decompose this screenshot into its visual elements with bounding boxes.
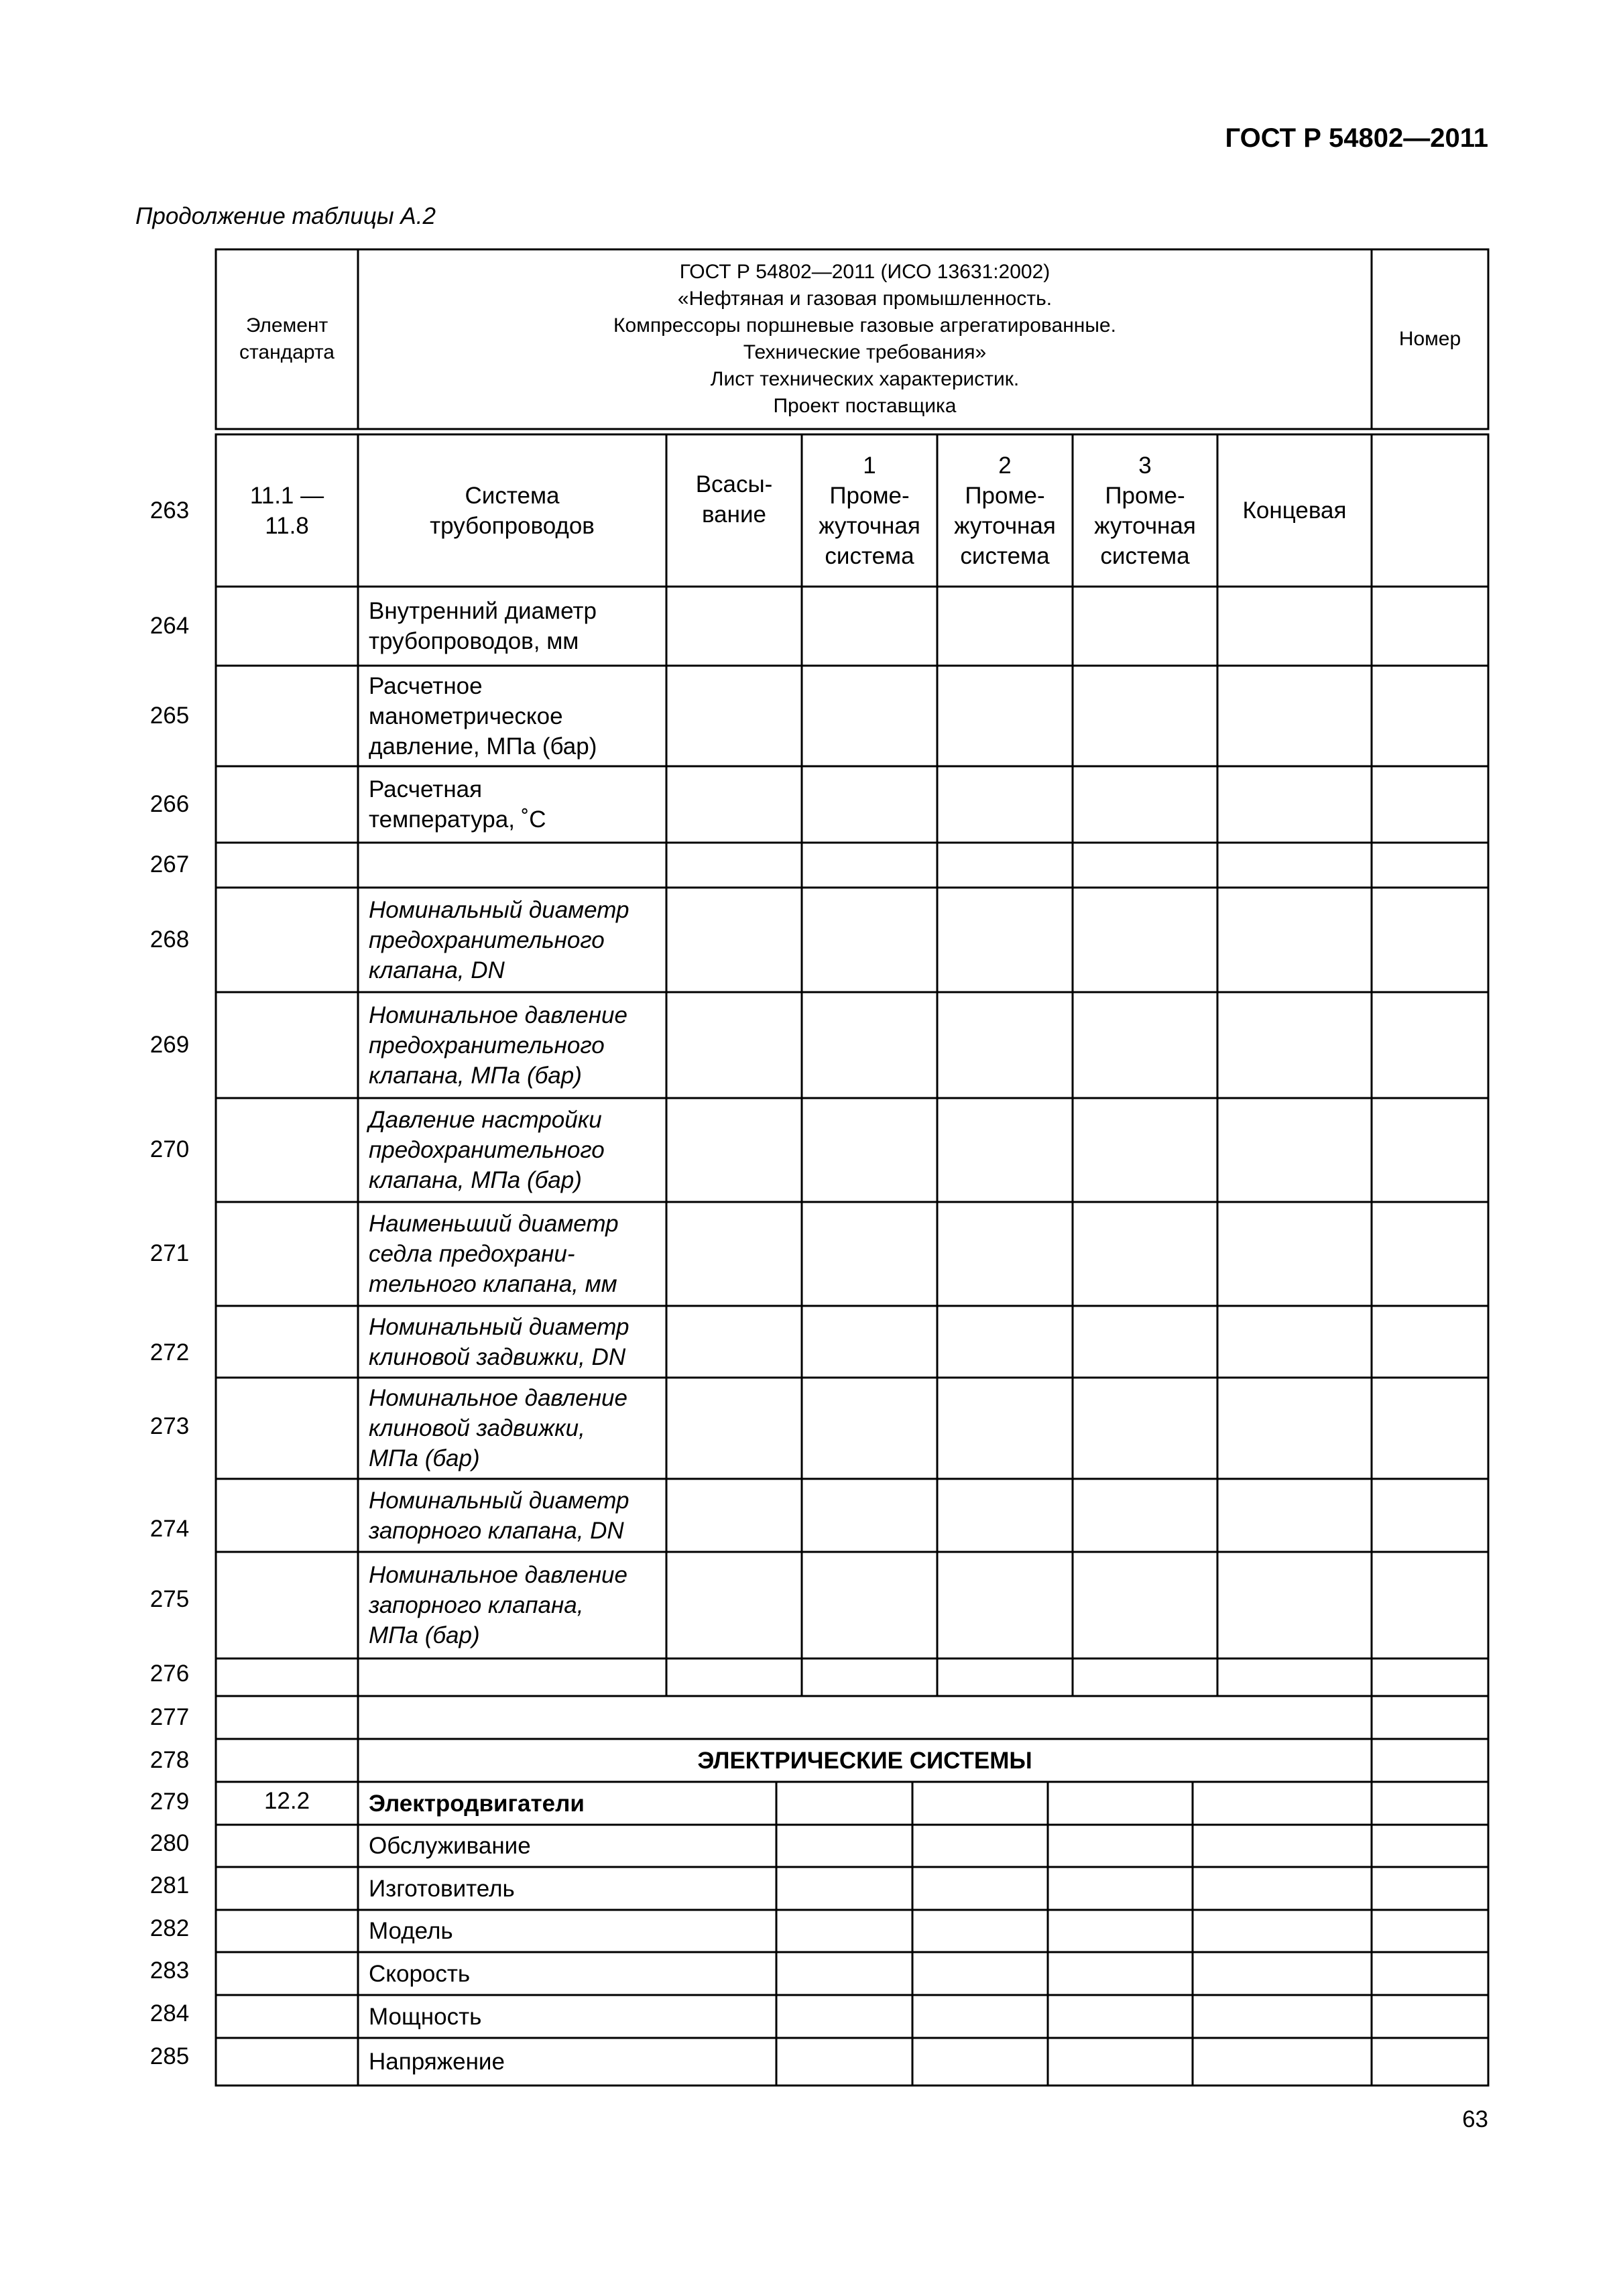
section-title-electrical: ЭЛЕКТРИЧЕСКИЕ СИСТЕМЫ <box>697 1747 1032 1774</box>
row-number: 263 <box>149 497 190 524</box>
row-number: 280 <box>149 1830 190 1856</box>
row-number: 266 <box>149 791 190 817</box>
parameter-cell: Наименьший диаметр седла предохрани- тельного клапана, мм <box>369 1211 619 1297</box>
parameter-cell: Номинальное давление запорного клапана, МПа (бар) <box>369 1562 627 1648</box>
row-number: 271 <box>149 1240 190 1266</box>
suction-column-header: Всасы- вание <box>695 471 773 528</box>
row-number: 279 <box>149 1789 190 1815</box>
parameter-cell: Номинальный диаметр предохранительного клапана, DN <box>369 896 629 983</box>
row-number: 268 <box>149 926 190 953</box>
row-number: 267 <box>149 851 190 878</box>
row-number: 283 <box>149 1957 190 1984</box>
motor-parameter-cell: Модель <box>369 1918 453 1944</box>
row-number: 273 <box>149 1413 190 1439</box>
parameter-cell: Давление настройки предохранительного клапана, МПа (бар) <box>369 1107 605 1193</box>
document-code: ГОСТ Р 54802—2011 <box>1225 123 1488 153</box>
parameter-cell: Номинальное давление клиновой задвижки, МПа (бар) <box>369 1385 627 1471</box>
row-number: 275 <box>149 1586 190 1612</box>
row-number: 285 <box>149 2043 190 2069</box>
header-number-cell: Номер <box>1398 328 1461 350</box>
piping-system-cell: Система трубопроводов <box>430 482 595 539</box>
parameter-cell: Номинальный диаметр клиновой задвижки, DN <box>369 1313 629 1370</box>
row-number: 282 <box>149 1915 190 1941</box>
row-number: 265 <box>149 703 190 729</box>
parameter-cell <box>358 843 666 888</box>
motor-element-cell: 12.2 <box>263 1788 310 1814</box>
row-number: 272 <box>149 1339 190 1366</box>
parameter-cell: Расчетное манометрическое давление, МПа (бар) <box>369 672 597 760</box>
row-number: 281 <box>149 1872 190 1898</box>
row-number: 264 <box>149 613 190 639</box>
row-number: 270 <box>149 1136 190 1162</box>
motor-parameter-cell: Скорость <box>369 1960 471 1987</box>
header-element-cell: Элемент стандарта <box>239 314 335 363</box>
row-number: 274 <box>149 1516 190 1542</box>
table-caption: Продолжение таблицы А.2 <box>135 203 436 229</box>
row-number: 269 <box>149 1032 190 1058</box>
stage3-column-header: 3 Проме- жуточная система <box>1094 452 1196 569</box>
stage2-column-header: 2 Проме- жуточная система <box>954 452 1056 569</box>
parameter-cell: Расчетная температура, ˚С <box>369 776 546 833</box>
parameter-cell: Внутренний диаметр трубопроводов, мм <box>369 598 597 654</box>
row-number: 277 <box>149 1704 190 1730</box>
motor-parameter-cell: Изготовитель <box>369 1875 515 1902</box>
row-number: 276 <box>149 1660 190 1687</box>
parameter-cell: Номинальное давление предохранительного клапана, МПа (бар) <box>369 1002 627 1089</box>
page-number: 63 <box>1462 2106 1488 2132</box>
motor-parameter-cell: Электродвигатели <box>369 1790 585 1817</box>
header-title-cell: ГОСТ Р 54802—2011 (ИСО 13631:2002) «Нефтяная и газовая промышленность. Компрессоры поршневые газовые агрегатированные. Технические требования» Лист технических характеристик. Проект поставщика <box>613 261 1116 417</box>
row-number: 278 <box>149 1747 190 1773</box>
motor-parameter-cell: Мощность <box>369 2003 482 2030</box>
row-number: 284 <box>149 2000 190 2027</box>
parameter-cell <box>358 1658 666 1696</box>
motor-parameter-cell: Обслуживание <box>369 1833 531 1859</box>
motor-parameter-cell: Напряжение <box>369 2049 505 2075</box>
stage1-column-header: 1 Проме- жуточная система <box>819 452 920 569</box>
piping-element-cell: 11.1 — 11.8 <box>249 482 324 539</box>
final-column-header: Концевая <box>1242 497 1347 524</box>
parameter-cell: Номинальный диаметр запорного клапана, DN <box>369 1487 629 1544</box>
